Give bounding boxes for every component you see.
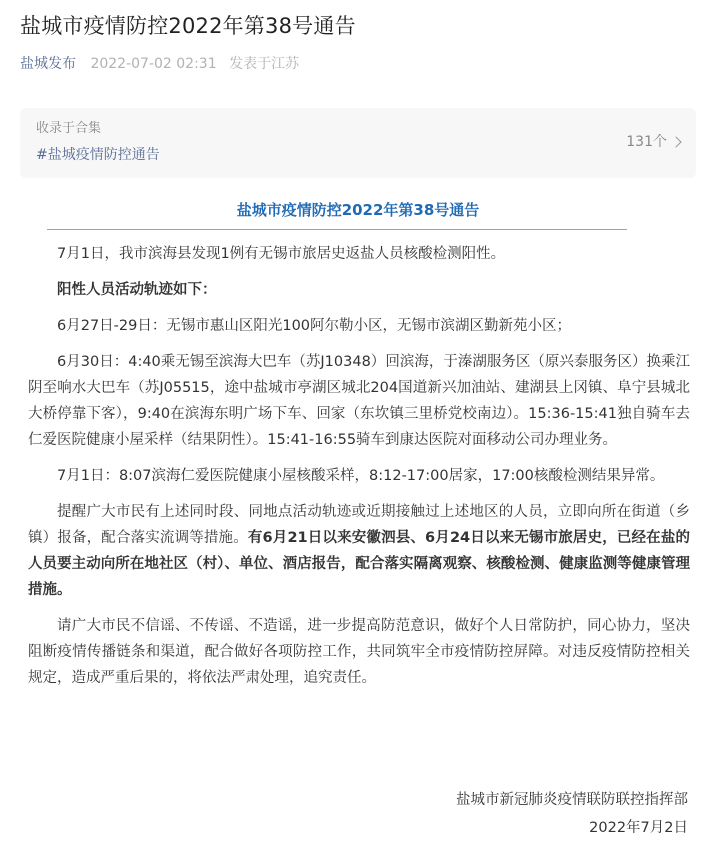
signer: 盐城市新冠肺炎疫情联防联控指挥部 bbox=[456, 792, 688, 808]
collection-card[interactable] bbox=[20, 108, 696, 178]
collection-tag-link[interactable]: #盐城疫情防控通告 bbox=[36, 147, 160, 163]
paragraph-trajectory-june27: 6月27日-29日：无锡市惠山区阳光100阿尔勒小区，无锡市滨湖区勤新苑小区； bbox=[57, 318, 572, 334]
account-name-link[interactable]: 盐城发布 bbox=[20, 56, 76, 72]
collection-count[interactable] bbox=[626, 131, 680, 153]
chevron-right-icon bbox=[670, 136, 681, 147]
notice-body bbox=[28, 241, 690, 701]
paragraph-trajectory-july1: 7月1日：8:07滨海仁爱医院健康小屋核酸采样，8:12-17:00居家，17:00核酸检测结果异常。 bbox=[57, 468, 665, 484]
paragraph-reminder bbox=[28, 499, 690, 603]
paragraph-trajectory-heading: 阳性人员活动轨迹如下： bbox=[57, 282, 217, 298]
publish-location: 发表于江苏 bbox=[229, 56, 300, 72]
reminder-text: 提醒广大市民有上述同时段、同地点活动轨迹或近期接触过上述地区的人员，立即向所在街道（乡镇）报备，配合落实流调等措施。 bbox=[28, 504, 690, 546]
title-divider bbox=[47, 229, 627, 230]
collection-count-text: 131个 bbox=[626, 134, 667, 150]
reminder-bold-text: 有6月21日以来安徽泗县、6月24日以来无锡市旅居史，已经在盐的人员要主动向所在地社区（村）、单位、酒店报告，配合落实隔离观察、核酸检测、健康监测等健康管理措施。 bbox=[28, 530, 690, 598]
paragraph-appeal: 请广大市民不信谣、不传谣、不造谣，进一步提高防范意识，做好个人日常防护，同心协力，坚决阻断疫情传播链条和渠道，配合做好各项防控工作，共同筑牢全市疫情防控屏障。对违反疫情防控相关规定，造成严重后果的，将依法严肃处理，追究责任。 bbox=[28, 618, 690, 686]
publish-datetime: 2022-07-02 02:31 bbox=[90, 56, 217, 72]
article-meta bbox=[20, 53, 299, 75]
article-title: 盐城市疫情防控2022年第38号通告 bbox=[20, 14, 356, 38]
paragraph-case-report: 7月1日，我市滨海县发现1例有无锡市旅居史返盐人员核酸检测阳性。 bbox=[57, 246, 506, 262]
sign-date: 2022年7月2日 bbox=[589, 820, 688, 836]
notice-title: 盐城市疫情防控2022年第38号通告 bbox=[236, 201, 480, 219]
paragraph-trajectory-june30: 6月30日：4:40乘无锡至滨海大巴车（苏J10348）回滨海，于溱湖服务区（原兴泰服务区）换乘江阴至响水大巴车（苏J05515，途中盐城市亭湖区城北204国道新兴加油站、建湖县上冈镇、阜宁县城北大桥停靠下客），9:40在滨海东明广场下车、回家（东坎镇三里桥党校南边）。15:36-15:41独自骑车去仁爱医院健康小屋采样（结果阴性）。15:41-16:55骑车到康达医院对面移动公司办理业务。 bbox=[28, 354, 690, 448]
collection-label: 收录于合集 bbox=[36, 121, 102, 136]
